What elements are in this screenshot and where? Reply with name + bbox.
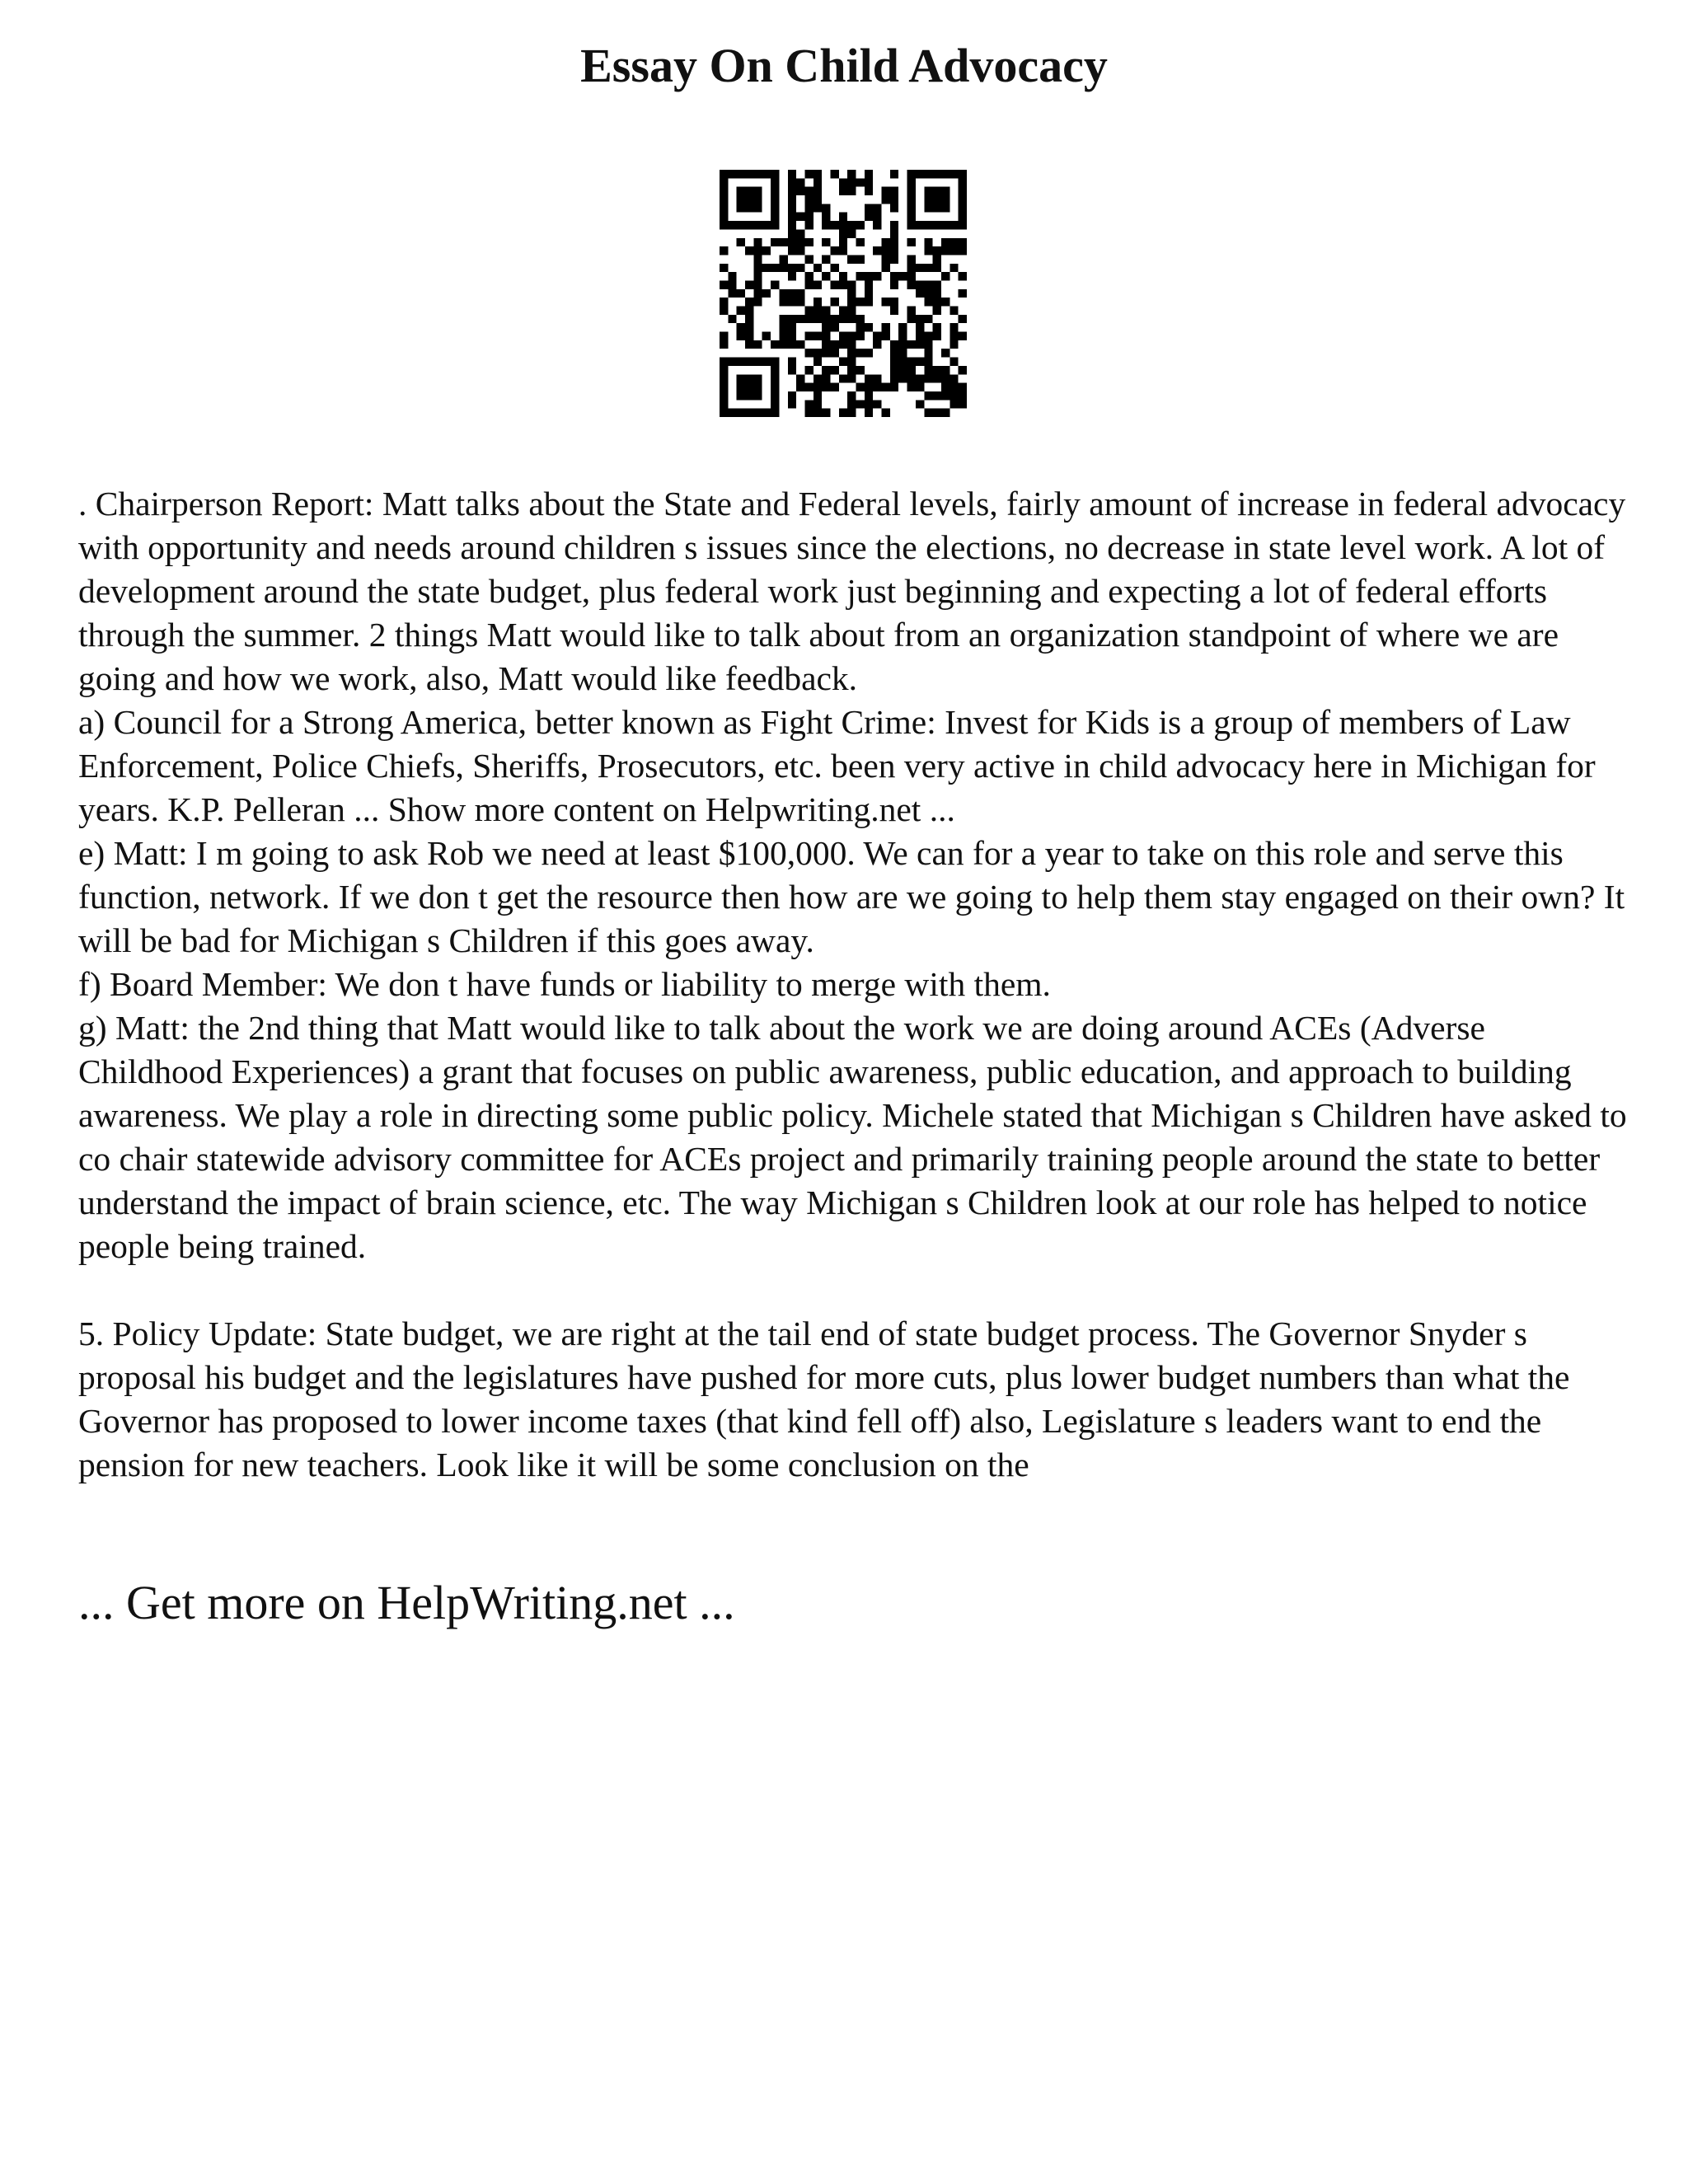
paragraph-policy-update: 5. Policy Update: State budget, we are right at the tail end of state budget process. The Governor Snyder s proposal his budget and the legislatures have pushed for more cuts, plus lower budget numbers than what the Governor has proposed to lower income taxes (that kind fell off) also, Legislature s leaders want to end the pension for new teachers. Look like it will be some conclusion on the bbox=[78, 1315, 1570, 1483]
paragraph-spacer bbox=[78, 1268, 1628, 1312]
get-more-link[interactable]: ... Get more on HelpWriting.net ... bbox=[78, 1576, 735, 1629]
essay-body bbox=[78, 482, 1628, 1487]
qr-code-icon bbox=[720, 170, 967, 417]
paragraph-matt-funding: e) Matt: I m going to ask Rob we need at least $100,000. We can for a year to take on this role and serve this function, network. If we don t get the resource then how are we going to help them stay engaged on their own? It will be bad for Michigan s Children if this goes away. bbox=[78, 834, 1625, 959]
paragraph-chairperson-report: . Chairperson Report: Matt talks about the State and Federal levels, fairly amount of increase in federal advocacy with opportunity and needs around children s issues since the elections, no decrease in state level work. A lot of development around the state budget, plus federal work just beginning and expecting a lot of federal efforts through the summer. 2 things Matt would like to talk about from an organization standpoint of where we are going and how we work, also, Matt would like feedback. bbox=[78, 485, 1626, 697]
page-title: Essay On Child Advocacy bbox=[580, 39, 1108, 92]
paragraph-board-member: f) Board Member: We don t have funds or liability to merge with them. bbox=[78, 965, 1051, 1003]
paragraph-aces: g) Matt: the 2nd thing that Matt would like to talk about the work we are doing around ACEs (Adverse Childhood Experiences) a grant that focuses on public awareness, public education, and approach to building awareness. We play a role in directing some public policy. Michele stated that Michigan s Children have asked to co chair statewide advisory committee for ACEs project and primarily training people around the state to better understand the impact of brain science, etc. The way Michigan s Children look at our role has helped to notice people being trained. bbox=[78, 1009, 1627, 1265]
paragraph-council: a) Council for a Strong America, better known as Fight Crime: Invest for Kids is a group of members of Law Enforcement, Police Chiefs, Sheriffs, Prosecutors, etc. been very active in child advocacy here in Michigan for years. K.P. Pelleran ... Show more content on Helpwriting.net ... bbox=[78, 703, 1596, 828]
